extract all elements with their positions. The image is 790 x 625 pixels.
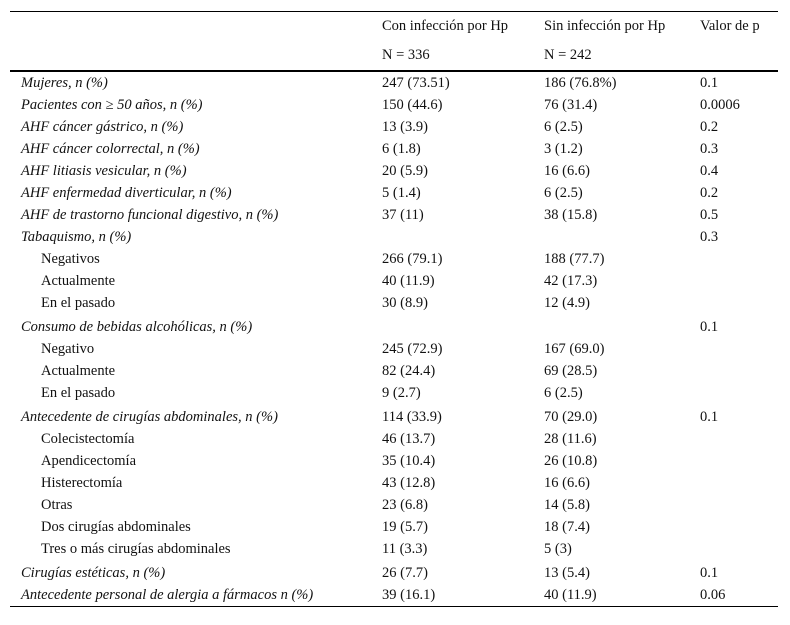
table-row — [10, 116, 778, 138]
header-with-hp: Con infección por Hp — [382, 18, 509, 34]
table-row — [10, 314, 778, 338]
cell-without-hp: 3 (1.2) — [544, 140, 583, 157]
cell-without-hp: 40 (11.9) — [544, 586, 597, 603]
cell-with-hp: 35 (10.4) — [382, 452, 436, 469]
table-row — [10, 72, 778, 94]
header-n-with: N = 336 — [382, 47, 430, 63]
cell-without-hp: 6 (2.5) — [544, 118, 583, 135]
cell-with-hp: 37 (11) — [382, 206, 424, 223]
row-label: En el pasado — [41, 294, 116, 311]
cell-with-hp: 247 (73.51) — [382, 74, 450, 91]
row-label: Dos cirugías abdominales — [41, 518, 191, 535]
cell-without-hp: 13 (5.4) — [544, 564, 590, 581]
row-label: Histerectomía — [41, 474, 123, 491]
cell-p-value: 0.3 — [700, 228, 719, 245]
cell-p-value: 0.4 — [700, 162, 719, 179]
row-label: Colecistectomía — [41, 430, 135, 447]
table-row — [10, 516, 778, 538]
cell-p-value: 0.2 — [700, 184, 719, 201]
table-row — [10, 226, 778, 248]
cell-without-hp: 28 (11.6) — [544, 430, 597, 447]
cell-with-hp: 23 (6.8) — [382, 496, 428, 513]
row-label: Tres o más cirugías abdominales — [41, 540, 231, 557]
table-row — [10, 94, 778, 116]
table-row — [10, 248, 778, 270]
cell-without-hp: 12 (4.9) — [544, 294, 590, 311]
cell-without-hp: 6 (2.5) — [544, 384, 583, 401]
cell-with-hp: 39 (16.1) — [382, 586, 436, 603]
row-label: Negativos — [41, 250, 100, 267]
cell-with-hp: 20 (5.9) — [382, 162, 428, 179]
table-row — [10, 450, 778, 472]
cell-with-hp: 30 (8.9) — [382, 294, 428, 311]
cell-without-hp: 18 (7.4) — [544, 518, 590, 535]
table-row — [10, 338, 778, 360]
table-row — [10, 538, 778, 560]
table-row — [10, 138, 778, 160]
table-row — [10, 360, 778, 382]
row-label: Actualmente — [41, 362, 116, 379]
cell-without-hp: 38 (15.8) — [544, 206, 598, 223]
table-row — [10, 204, 778, 226]
row-label: Negativo — [41, 340, 95, 357]
cell-with-hp: 43 (12.8) — [382, 474, 436, 491]
cell-without-hp: 5 (3) — [544, 540, 572, 557]
cell-with-hp: 19 (5.7) — [382, 518, 428, 535]
cell-without-hp: 76 (31.4) — [544, 96, 598, 113]
row-label: En el pasado — [41, 384, 116, 401]
table-row — [10, 182, 778, 204]
table-row — [10, 494, 778, 516]
cell-without-hp: 14 (5.8) — [544, 496, 590, 513]
cell-without-hp: 70 (29.0) — [544, 408, 598, 425]
cell-with-hp: 26 (7.7) — [382, 564, 428, 581]
row-label: AHF cáncer colorrectal, n (%) — [21, 140, 200, 157]
cell-with-hp: 46 (13.7) — [382, 430, 436, 447]
table-row — [10, 160, 778, 182]
cell-with-hp: 114 (33.9) — [382, 408, 442, 425]
cell-p-value: 0.1 — [700, 74, 719, 91]
cell-without-hp: 16 (6.6) — [544, 162, 590, 179]
cell-p-value: 0.0006 — [700, 96, 740, 113]
cell-without-hp: 26 (10.8) — [544, 452, 598, 469]
cell-without-hp: 69 (28.5) — [544, 362, 598, 379]
row-label: Antecedente personal de alergia a fármacos n (%) — [21, 586, 314, 603]
row-label: Tabaquismo, n (%) — [21, 228, 132, 245]
cell-p-value: 0.1 — [700, 408, 719, 425]
cell-with-hp: 5 (1.4) — [382, 184, 421, 201]
cell-without-hp: 16 (6.6) — [544, 474, 590, 491]
table-row — [10, 428, 778, 450]
bottom-rule — [10, 606, 778, 607]
table-row — [10, 404, 778, 428]
cell-without-hp: 188 (77.7) — [544, 250, 605, 267]
header-without-hp: Sin infección por Hp — [544, 18, 666, 34]
row-label: Cirugías estéticas, n (%) — [21, 564, 166, 581]
cell-with-hp: 245 (72.9) — [382, 340, 443, 357]
cell-p-value: 0.1 — [700, 318, 719, 335]
row-label: Antecedente de cirugías abdominales, n (%) — [21, 408, 278, 425]
row-label: Actualmente — [41, 272, 116, 289]
cell-p-value: 0.06 — [700, 586, 726, 603]
row-label: AHF litiasis vesicular, n (%) — [21, 162, 187, 179]
header-p-value: Valor de p — [700, 18, 760, 34]
cell-with-hp: 266 (79.1) — [382, 250, 443, 267]
cell-with-hp: 40 (11.9) — [382, 272, 435, 289]
row-label: AHF enfermedad diverticular, n (%) — [21, 184, 232, 201]
cell-p-value: 0.2 — [700, 118, 719, 135]
table-row — [10, 382, 778, 404]
table-row — [10, 292, 778, 314]
cell-with-hp: 82 (24.4) — [382, 362, 436, 379]
cell-with-hp: 13 (3.9) — [382, 118, 428, 135]
cell-with-hp: 11 (3.3) — [382, 540, 428, 557]
row-label: Pacientes con ≥ 50 años, n (%) — [21, 96, 203, 113]
cell-with-hp: 150 (44.6) — [382, 96, 443, 113]
table-row — [10, 270, 778, 292]
cell-without-hp: 6 (2.5) — [544, 184, 583, 201]
table-row — [10, 584, 778, 606]
cell-p-value: 0.1 — [700, 564, 719, 581]
table-row — [10, 560, 778, 584]
data-table — [10, 11, 778, 607]
cell-p-value: 0.3 — [700, 140, 719, 157]
row-label: Apendicectomía — [41, 452, 137, 469]
header-n-row — [10, 41, 778, 70]
row-label: AHF de trastorno funcional digestivo, n (%) — [21, 206, 279, 223]
header-row — [10, 12, 778, 41]
cell-without-hp: 167 (69.0) — [544, 340, 605, 357]
cell-without-hp: 42 (17.3) — [544, 272, 598, 289]
cell-p-value: 0.5 — [700, 206, 719, 223]
row-label: Otras — [41, 496, 73, 513]
row-label: Mujeres, n (%) — [21, 74, 108, 91]
table-body — [10, 72, 778, 606]
header-n-without: N = 242 — [544, 47, 592, 63]
cell-with-hp: 6 (1.8) — [382, 140, 421, 157]
cell-with-hp: 9 (2.7) — [382, 384, 421, 401]
row-label: AHF cáncer gástrico, n (%) — [21, 118, 184, 135]
table-row — [10, 472, 778, 494]
cell-without-hp: 186 (76.8%) — [544, 74, 617, 91]
row-label: Consumo de bebidas alcohólicas, n (%) — [21, 318, 253, 335]
